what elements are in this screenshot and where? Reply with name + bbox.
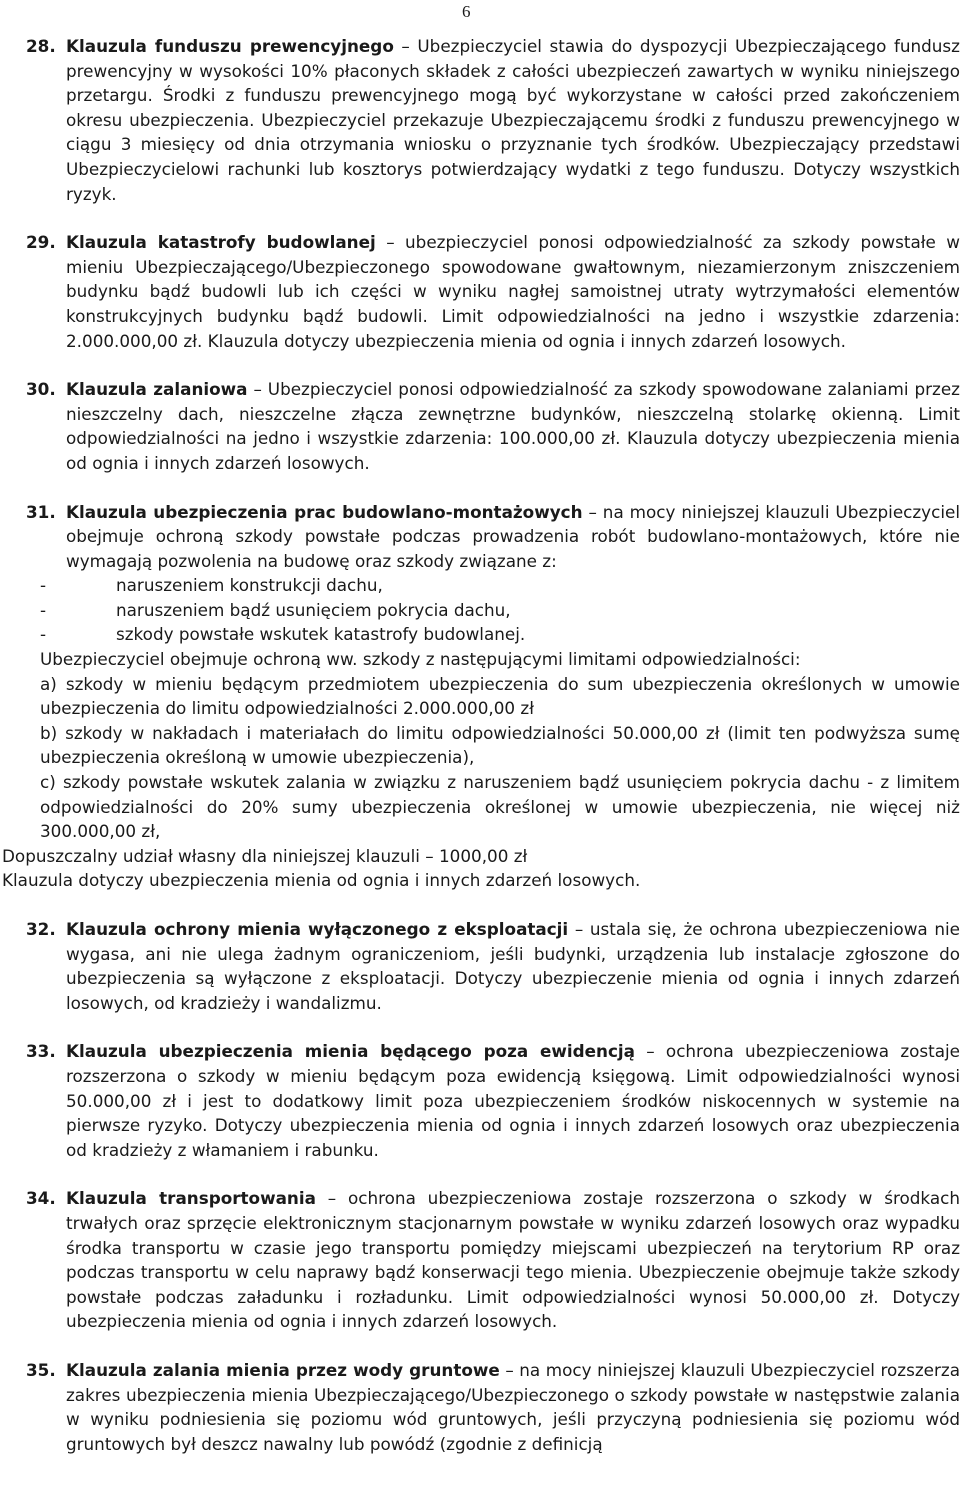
clause-text: – na mocy niniejszej klauzuli Ubezpieczyciel rozszerza zakres ubezpieczenia mienia Ubezpieczającego/Ubezpieczonego o szkody powstałe w następstwie zalania w wyniku podniesienia się poziomu wód gruntowych, jeśli przyczyną podniesienia się poziomu wód gruntowych był deszcz nawalny lub powódź (zgodnie z definicją: [66, 1359, 960, 1454]
clause-title: Klauzula ubezpieczenia mienia będącego poza ewidencją: [66, 1041, 635, 1062]
list-item: [0, 598, 960, 623]
clause-title: Klauzula ubezpieczenia prac budowlano-montażowych: [66, 501, 583, 522]
clause-text: – ubezpieczyciel ponosi odpowiedzialność za szkody powstałe w mieniu Ubezpieczającego/Ubezpieczonego spowodowane gwałtownym, niezamierzonym zniszczeniem budynku bądź budowli lub ich części w wyniku nagłej samoistnej utraty wytrzymałości elementów konstrukcyjnych budynku bądź budowli. Limit odpowiedzialności na jedno i wszystkie zdarzenia: 2.000.000,00 zł. Klauzula dotyczy ubezpieczenia mienia od ognia i innych zdarzeń losowych.: [66, 232, 960, 351]
deductible: Dopuszczalny udział własny dla niniejszej klauzuli – 1000,00 zł: [2, 845, 528, 866]
clause-number: 28.: [26, 36, 56, 56]
clause-number: 32.: [26, 919, 56, 939]
clause-text: – ochrona ubezpieczeniowa zostaje rozszerzona o szkody w mieniu będącym poza ewidencją księgową. Limit odpowiedzialności wynosi 50.000,00 zł i jest to dodatkowy limit poza ubezpieczeniem środków niskocennych w systemie na pierwsze ryzyko. Dotyczy ubezpieczenia mienia od ognia i innych zdarzeń losowych oraz ubezpieczenia od kradzieży z włamaniem i rabunku.: [66, 1041, 960, 1160]
dash-bullet: -: [40, 575, 47, 596]
clause-text: – ochrona ubezpieczeniowa zostaje rozszerzona o szkody w środkach trwałych oraz sprzęcie elektronicznym stacjonarnym powstałe w wyniku zdarzeń losowych oraz wypadku środka transportu w czasie jego transportu pomiędzy miejscami ubezpieczeń na terytorium RP oraz podczas transportu w celu naprawy bądź konserwacji tego mienia. Ubezpieczenie obejmuje także szkody powstałe podczas załadunku i rozładunku. Limit odpowiedzialności wynosi 50.000,00 zł. Dotyczy ubezpieczenia mienia od ognia i innych zdarzeń losowych.: [66, 1188, 960, 1332]
clause-text: – Ubezpieczyciel stawia do dyspozycji Ubezpieczającego fundusz prewencyjny w wysokości 10% płaconych składek z całości ubezpieczeń zawartych w wyniku niniejszego przetargu. Środki z funduszu prewencyjnego mogą być wykorzystane w całości przed zakończeniem okresu ubezpieczenia. Ubezpieczyciel przekazuje Ubezpieczającemu środki z funduszu prewencyjnego w ciągu 3 miesięcy od dnia otrzymania wniosku o przyznanie tych środków. Ubezpieczający przedstawi Ubezpieczycielowi rachunki lub kosztorys potwierdzający wydatki z tego funduszu. Dotyczy wszystkich ryzyk.: [66, 36, 960, 204]
clause-title: Klauzula ochrony mienia wyłączonego z eksploatacji: [66, 919, 569, 939]
limit-b: b) szkody w nakładach i materiałach do limitu odpowiedzialności 50.000,00 zł (limit ten podwyższa sumę ubezpieczenia określoną w umowie ubezpieczenia),: [40, 722, 960, 768]
limit-a: a) szkody w mieniu będącym przedmiotem ubezpieczenia do sum ubezpieczenia określonych w umowie ubezpieczenia do limitu odpowiedzialności 2.000.000,00 zł: [40, 673, 960, 719]
damage-list: [0, 573, 960, 647]
clause-title: Klauzula katastrofy budowlanej: [66, 232, 376, 253]
dash-bullet: -: [40, 599, 47, 620]
clause-29: [0, 230, 960, 353]
clause-34: [0, 1186, 960, 1334]
dash-bullet: -: [40, 624, 47, 645]
clause-28: [0, 34, 960, 206]
list-item-text: naruszeniem konstrukcji dachu,: [116, 575, 383, 596]
clause-number: 29.: [26, 232, 56, 253]
clause-title: Klauzula zalania mienia przez wody gruntowe: [66, 1359, 500, 1380]
list-item: [0, 622, 960, 647]
clause-text: – Ubezpieczyciel ponosi odpowiedzialność za szkody spowodowane zalaniami przez nieszczelny dach, nieszczelne złącza zewnętrzne budynków, nieszczelną stolarkę okienną. Limit odpowiedzialności na jedno i wszystkie zdarzenia: 100.000,00 zł. Klauzula dotyczy ubezpieczenia mienia od ognia i innych zdarzeń losowych.: [66, 379, 960, 473]
clause-title: Klauzula zalaniowa: [66, 379, 248, 400]
clause-title: Klauzula funduszu prewencyjnego: [66, 36, 394, 56]
clause-text: – ustala się, że ochrona ubezpieczeniowa nie wygasa, ani nie ulega żadnym ograniczeniom, jeśli budynki, urządzenia lub instalacje zgłoszone do ubezpieczenia są wyłączone z eksploatacji. Dotyczy ubezpieczenie mienia od ognia i innych zdarzeń losowych, od kradzieży i wandalizmu.: [66, 919, 960, 1013]
clause-35: [0, 1358, 960, 1456]
list-item: [0, 573, 960, 598]
clause-32: [0, 917, 960, 1015]
list-item-text: szkody powstałe wskutek katastrofy budowlanej.: [116, 624, 526, 645]
limits-intro: Ubezpieczyciel obejmuje ochroną ww. szkody z następującymi limitami odpowiedzialności:: [40, 649, 801, 670]
page-number: 6: [462, 2, 471, 21]
list-item-text: naruszeniem bądź usunięciem pokrycia dachu,: [116, 599, 511, 620]
clause-30: [0, 377, 960, 475]
clause-title: Klauzula transportowania: [66, 1188, 316, 1209]
clause-number: 34.: [26, 1188, 56, 1209]
limit-c: c) szkody powstałe wskutek zalania w związku z naruszeniem bądź usunięciem pokrycia dachu - z limitem odpowiedzialności do 20% sumy ubezpieczenia określonej w umowie ubezpieczenia, nie więcej niż 300.000,00 zł,: [40, 772, 960, 842]
clause-number: 31.: [26, 501, 56, 522]
clause-31: [0, 500, 960, 894]
document-body: [0, 34, 960, 1480]
clause-number: 33.: [26, 1041, 56, 1062]
clause-applies: Klauzula dotyczy ubezpieczenia mienia od ognia i innych zdarzeń losowych.: [2, 870, 641, 891]
clause-text: – na mocy niniejszej klauzuli Ubezpieczyciel obejmuje ochroną szkody powstałe podczas prowadzenia robót budowlano-montażowych, które nie wymagają pozwolenia na budowę oraz szkody związane z:: [66, 501, 960, 571]
clause-number: 35.: [26, 1359, 56, 1380]
clause-33: [0, 1039, 960, 1162]
clause-number: 30.: [26, 379, 56, 400]
